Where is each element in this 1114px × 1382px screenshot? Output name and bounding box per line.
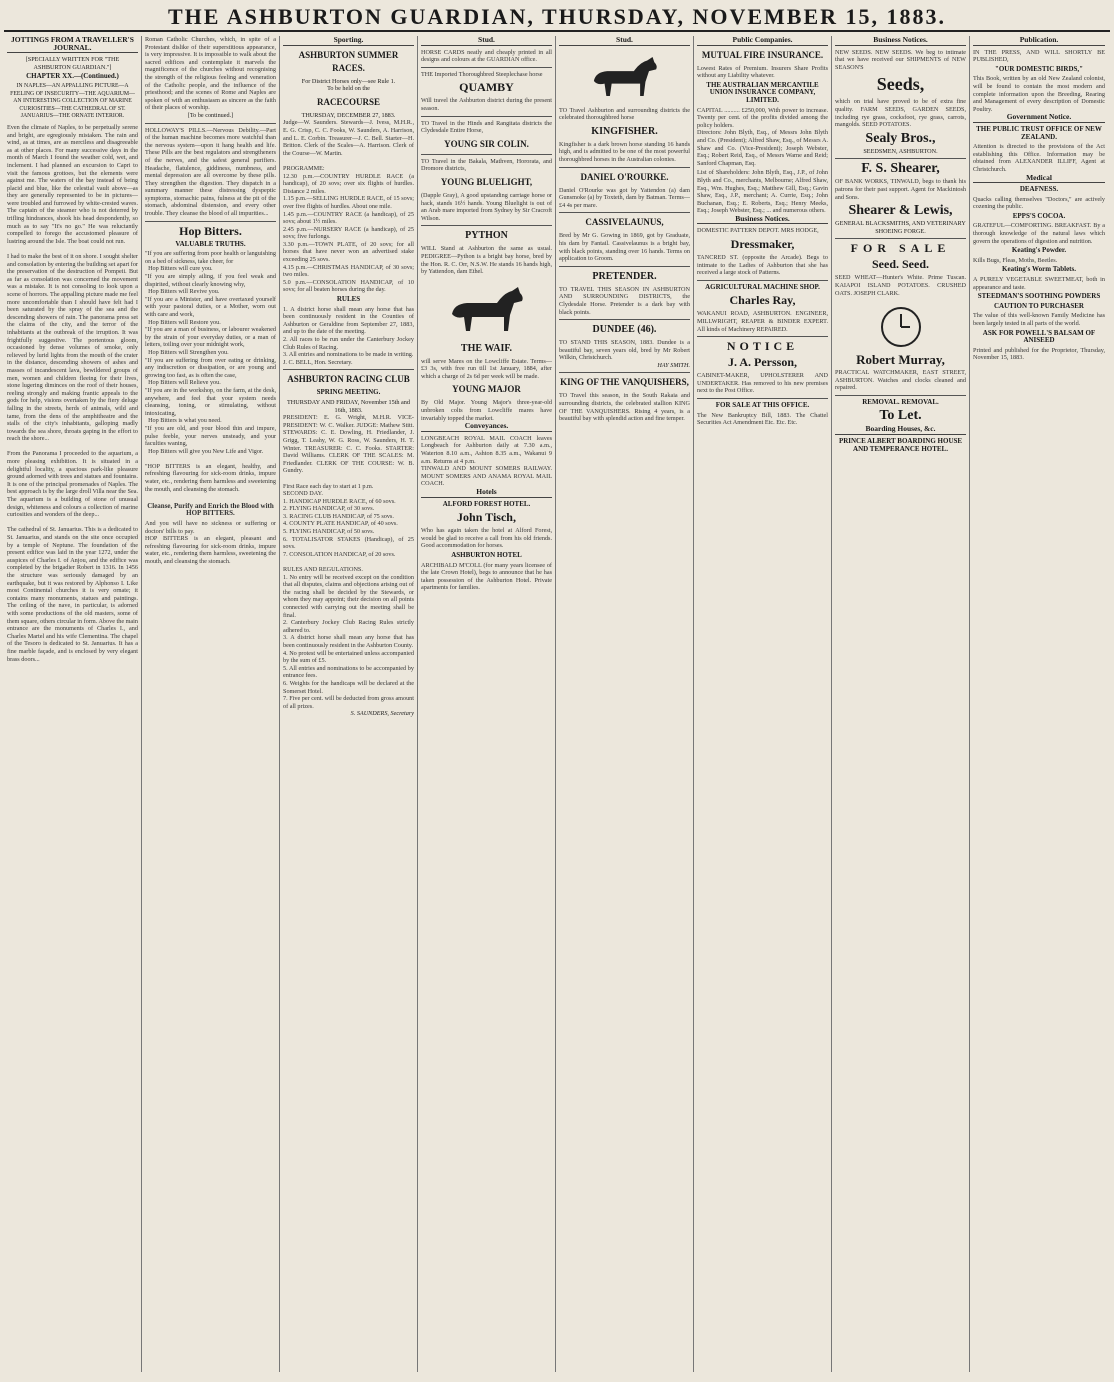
our-domestic-birds: "OUR DOMESTIC BIRDS,": [994, 64, 1084, 73]
sporting-header: Sporting.: [283, 36, 414, 46]
secretary-signature: S. SAUNDERS, Secretary: [350, 710, 414, 718]
business-notices-header-2: Business Notices.: [835, 36, 966, 46]
conveyances-header: Conveyances.: [421, 422, 552, 432]
shearer-lewis: Shearer & Lewis,: [848, 203, 953, 219]
article-title: JOTTINGS FROM A TRAVELLER'S JOURNAL.: [7, 36, 138, 53]
stud-waif: THE WAIF.: [460, 342, 513, 354]
deafness: DEAFNESS.: [1019, 185, 1059, 194]
article-subtitle: [SPECIALLY WRITTEN FOR "THE ASHBURTON GUARDIAN."]: [25, 56, 120, 71]
for-sale-heading-2: FOR SALE: [850, 241, 951, 256]
agricultural-shop: AGRICULTURAL MACHINE SHOP.: [705, 282, 820, 291]
to-let: To Let.: [879, 408, 922, 424]
john-tisch: John Tisch,: [457, 510, 516, 525]
column-6: Public Companies. MUTUAL FIRE INSURANCE. Lowest Rates of Premium. Insurers Share Profits without any Liability whatever. THE AUSTRALIAN MERCANTILE UNION INSURANCE COMPANY, LIMITED. CAPITAL .......... £250,000, With power to increase. Twenty per cent. of the profits divided among the policy holders. Directors: John Blyth, Esq., of Messrs John Blyth and Co. (President); Alfred Shaw, Esq., of Messrs A. Shaw and Co. (Vice-President); Joseph Webster, Esq.; Robert Reid, Esq., of Messrs Warne and Reid; Sanford Chapman, Esq. List of Shareholders: John Blyth, Esq., J.P., of John Blyth and Co., merchants, Melbourne; Alfred Shaw, Esq., Wm. Hughes, Esq.; Matthew Gill, Esq.; Gavin Shaw, Esq., J.P., merchant; A. Currie, Esq.; John Buchanan, Esq.; E. Roberts, Esq.; Henry Meeks, Esq.; Joseph Webster, Esq.; ... and numerous others. Business Notices. DOMESTIC PATTERN DEPOT. MRS HODGE, Dressmaker, TANCRED ST. (opposite the Arcade). Begs to intimate to the Ladies of Ashburton that she has received a large stock of Patterns. AGRICULTURAL MACHINE SHOP. Charles Ray, WAKANUI ROAD, ASHBURTON. ENGINEER, MILLWRIGHT, REAPER & BINDER EXPERT. All kinds of Machinery REPAIRED. NOTICE J. A. Persson, CABINET-MAKER, UPHOLSTERER AND UNDERTAKER. Has removed to his new premises next to the Post Office. FOR SALE AT THIS OFFICE. The New Bankruptcy Bill, 1883. The Chattel Securities Act Amendment Etc. Etc. Etc.: [694, 36, 832, 1372]
stud-dundee: DUNDEE (46).: [592, 324, 657, 336]
hotels-header: Hotels: [421, 488, 552, 498]
stud-pretender: PRETENDER.: [592, 270, 657, 282]
stud-kingfisher: KINGFISHER.: [591, 125, 658, 137]
racecourse-heading: RACECOURSE: [316, 96, 380, 107]
publication-header: Publication.: [973, 36, 1105, 46]
column-2: [142, 36, 280, 1372]
amui-company: THE AUSTRALIAN MERCANTILE UNION INSURANCE COMPANY, LIMITED.: [706, 80, 819, 104]
article-body: Even the climate of Naples, to be perpetually serene and bright, are egregiously mistaken. The rain and wind, as at times, are as merciless and disagreeable as at other places. For many successive days in the month of March I found the weather cold, wet, and inclement. I had planned an excursion to Capri to visit the famous grottoes, but the elements were against me. The waters of the bay instead of being placid and blue, like the celestial vault above—as they are generally represented to be in pictures—were troubled and furrowed by white-crested waves. The captain of the steamer who is not deterred by trifling hindrances, shook his head despondently, so much as to say "It's no go." He was reluctantly compelled to forego the accustomed pleasure of lustring around the Isle. The boat could not run. I had to make the best of it on shore. I sought shelter and consolation by entering the building set apart for the preservation of the destruction of Pompeii. But as far as consolation was concerned the movement was a mistake. It is not consoling to look upon a scene of horrors. The appalling picture made me feel more uncomfortable than I should have felt had I been saturated by the spray of the sea and the descending showers of rain. The panorama press set the claims of the city, and the terror of the inhabitants at the outbreak of the irruption. It was frightfully suggestive. The portentous gloom, occasioned by dense volumes of smoke, only relieved by lurid lights from the mouth of the crater in the distance, descending showers of ashes and masses of incandescent lava, bewildered groups of men, women and children fleeing for their lives, stone lugering diminces on the roof of their houses, reeling strongly and making frantic appeals to the gods for help, visions overtaken by the fiery deluge falling in the streets, herds of animals, wild and tame, from the dens of the amphitheatre and the stalls of the city's inhabitants, galloping madly towards the sea shore, throats gaping in the effort to reach the shore... From the Panorama I proceeded to the aquarium, a more pleasing exhibition. It is situated in a delightful locality, a spacious park-like pleasure ground adorned with trees and statues and fountains. It is one of the principal promenades of Naples. The best approach is by the large droll Villa near the Sea. The aquarium is a building of stone of unusual design, whiteness and colours a collection of marine curiosities and wonders of the deep... The cathedral of St. Januarius. This is a dedicated to St. Januarius, and stands on the site once occupied by a temple of Neptune. The foundation of the present edifice was laid in the year 1272, under the auspices of Charles I. of Anjou, and the edifice was completed by the brigadier Robert in 1316. In 1456 the structure was seriously damaged by an earthquake, but it was restored by Alphonso I. Like most Continental churches it is very ornate; it contains many monuments, statues and paintings. The ceiling of the nave, in particular, is adorned with some productions of the old masters, some of them square, others circular in form. Above the main entrance are the monuments of Charles I., and Charles Martel and his wife Clementina. The chapel of the Tesoro is dedicated to St. Januarius. It has a fine marble façade, and is enclosed by very elegant brass doors...: [7, 123, 138, 663]
removal-heading: REMOVAL. REMOVAL.: [862, 397, 939, 406]
caution: CAUTION TO PURCHASER: [994, 301, 1084, 310]
powells-balsam: ASK FOR POWELL'S BALSAM OF ANISEED: [982, 328, 1096, 345]
continued-note: [To be continued.]: [187, 111, 234, 119]
column-5: Stud. TO Travel Ashburton and surrounding districts the celebrated thoroughbred horse KINGFISHER. Kingfisher is a dark brown horse standing 16 hands high, and is admitted to be one of the most powerful thoroughbred horses in the Australian colonies. DANIEL O'ROURKE. Daniel O'Rourke was got by Yattendon (a) dam Gunsmoke (a) by Toxteth, dam by Batman. Terms—£4 4s per mare. CASSIVELAUNUS, Bred by Mr G. Gowing in 1869, got by Graduate, his dam by Fantail. Cassivelaunus is a bright bay, with black points, standing over 16 hands. Terms on application to Groom. PRETENDER. TO TRAVEL THIS SEASON IN ASHBURTON AND SURROUNDING DISTRICTS, the Clydesdale Horse. Pretender is a dark bay with black points. DUNDEE (46). TO STAND THIS SEASON, 1883. Dundee is a beautiful bay, seven years old, bred by Mr Robert Wilkin, Christchurch. HAY SMITH. KING OF THE VANQUISHERS, TO Travel this season, in the South Rakaia and surrounding districts, the celebrated stallion KING OF THE VANQUISHERS. Rising 4 years, is a beautiful bay with splendid action and fine temper.: [556, 36, 694, 1372]
masthead: THE ASHBURTON GUARDIAN, THURSDAY, NOVEMBER 15, 1883.: [4, 4, 1110, 32]
column-1: [4, 36, 142, 1372]
alford-forest-hotel: ALFORD FOREST HOTEL.: [442, 499, 531, 508]
sealy-bros: Sealy Bros.,: [865, 130, 936, 146]
public-companies-header: Public Companies.: [697, 36, 828, 46]
stud-cassivelaunus: CASSIVELAUNUS,: [585, 217, 664, 228]
keatings-powder: Keating's Powder.: [1011, 246, 1067, 255]
owner-signature: HAY SMITH.: [657, 361, 690, 369]
hop-bitters-body: "If you are suffering from poor health or languishing on a bed of sickness, take cheer, for Hop Bitters will cure you. "If you are simply ailing, if you feel weak and dispirited, without clearly knowing why, Hop Bitters will Revive you. "If you are a Minister, and have overtaxed yourself with your pastoral duties, or a Mother, worn out with care and work, Hop Bitters will Restore you. "If you are a man of business, or labourer weakened by the strain of your everyday duties, or a man of letters, toiling over your midnight work, Hop Bitters will Strengthen you. "If you are suffering from over eating or drinking, any indiscretion or dissipation, or are young and growing too fast, as is often the case, Hop Bitters will Relieve you. "If you are in the workshop, on the farm, at the desk, anywhere, and feel that your system needs cleansing, toning, or stimulating, without intoxicating, Hop Bitters is what you need. "If you are old, and your blood thin and impure, pulse feeble, your nerves unsteady, and your faculties waning, Hop Bitters will give you New Life and Vigor. "HOP BITTERS is an elegant, healthy, and refreshing flavouring for sick-room drinks, impure water, etc., rendering them harmless and sweetening the mouth, and cleansing the stomach. Cleanse, Purify and Enrich the Blood with HOP BITTERS. And you will have no sickness or suffering or doctors' bills to pay. HOP BITTERS is an elegant, pleasant and refreshing flavouring for sick-room drinks, impure water, etc., rendering them harmless, sweetening the mouth, and cleansing the stomach.: [145, 250, 276, 565]
business-notices-header: Business Notices.: [697, 215, 828, 225]
stud-header-2: Stud.: [559, 36, 690, 46]
horse-illustration-2: [585, 49, 665, 104]
stud-young-bluelight: YOUNG BLUELIGHT,: [440, 176, 533, 187]
newspaper-page: [4, 4, 1110, 1374]
notice-heading: NOTICE: [726, 339, 799, 354]
column-8: Publication. IN THE PRESS, AND WILL SHORTLY BE PUBLISHED, "OUR DOMESTIC BIRDS," This Book, written by an old New Zealand colonist, will be found to contain the most modern and complete information upon the Breeding, Rearing and Management of every description of Domestic Poultry. Government Notice. THE PUBLIC TRUST OFFICE OF NEW ZEALAND. Attention is directed to the provisions of the Act establishing this Office. Information may be obtained from ALEXANDER ILLIFF, Agent at Christchurch. Medical DEAFNESS. Quacks calling themselves "Doctors," are actively cozening the public. EPPS'S COCOA. GRATEFUL—COMFORTING. BREAKFAST. By a thorough knowledge of the natural laws which govern the operations of digestion and nutrition. Keating's Powder. Kills Bugs, Fleas, Moths, Beetles. Keating's Worm Tablets. A PURELY VEGETABLE SWEETMEAT, both in appearance and taste. STEEDMAN'S SOOTHING POWDERS CAUTION TO PURCHASER The value of this well-known Family Medicine has been largely tested in all parts of the world. ASK FOR POWELL'S BALSAM OF ANISEED Printed and published for the Proprietor, Thursday, November 15, 1883.: [973, 36, 1105, 362]
column-3: Sporting. ASHBURTON SUMMER RACES. For District Horses only—see Rule 1. To be held on the RACECOURSE THURSDAY, DECEMBER 27, 1883. Judge—W. Saunders. Stewards—J. Ivess, M.H.R., E. G. Crisp, C. C. Fooks, W. Saunders, A. Harrison, and L. E. Corbin. Treasurer—J. C. Bell. Starter—H. Britton. Clerk of the Scales—A. Harrison. Clerk of the Course—W. Martin. PROGRAMME: 12.30 p.m.—COUNTRY HURDLE RACE (a handicap), of 20 sovs; over six flights of hurdles. Distance 2 miles. 1.15 p.m.—SELLING HURDLE RACE, of 15 sovs; over five flights of hurdles. About one mile. 1.45 p.m.—COUNTRY RACE (a handicap), of 25 sovs; about 1½ miles. 2.45 p.m.—NURSERY RACE (a handicap), of 25 sovs; five furlongs. 3.30 p.m.—TOWN PLATE, of 20 sovs; for all horses that have never won an advertised stake exceeding 25 sovs. 4.15 p.m.—CHRISTMAS HANDICAP, of 30 sovs; two miles. 5.0 p.m.—CONSOLATION HANDICAP, of 10 sovs; for all beaten horses during the day. RULES 1. A district horse shall mean any horse that has been continuously resident in the Counties of Ashburton or Geraldine from September 27, 1883, and up to the date of the meeting. 2. All races to be run under the Canterbury Jockey Club Rules of Racing. 3. All entries and nominations to be made in writing. J. C. BELL, Hon. Secretary. ASHBURTON RACING CLUB SPRING MEETING. THURSDAY AND FRIDAY, November 15th and 16th, 1883. PRESIDENT: E. G. Wright, M.H.R. VICE-PRESIDENT: W. C. Walker. JUDGE: Mathew Stitt. STEWARDS: C. E. Dowling, H. Friedlander, J. Grigg, T. Leahy, W. G. Ross, W. Saunders, H. T. Winter. TREASURER: C. C. Fooks. STARTER: David Williams. CLERK OF THE SCALES: M. Friedlander. CLERK OF THE COURSE: W. B. Gundry. First Race each day to start at 1 p.m. SECOND DAY. 1. HANDICAP HURDLE RACE, of 60 sovs. 2. FLYING HANDICAP, of 30 sovs. 3. RACING CLUB HANDICAP, of 75 sovs. 4. COUNTY PLATE HANDICAP, of 40 sovs. 5. FLYING HANDICAP, of 50 sovs. 6. TOTALISATOR STAKES (Handicap), of 25 sovs. 7. CONSOLATION HANDICAP, of 20 sovs. RULES AND REGULATIONS. 1. No entry will be received except on the condition that all disputes, claims and objections arising out of the racing shall be decided by the Stewards, or whom they may appoint; their decision on all points connected with carrying out the meeting shall be final. 2. Canterbury Jockey Club Racing Rules strictly adhered to. 3. A district horse shall mean any horse that has been continuously resident in the Ashburton County. 4. No protest will be entertained unless accompanied by the sum of £5. 5. All entries and nominations to be accompanied by entrance fees. 6. Weights for the handicaps will be declared at the Somerset Hotel. 7. Five per cent. will be deducted from gross amount of all prizes. S. SAUNDERS, Secretary: [280, 36, 418, 1372]
holloway-ad: HOLLOWAY'S PILLS.—Nervous Debility.—Part of the human machine becomes more watchful than the nervous system—upon it hang health and life. These Pills are the best regulators and strengtheners of the nerves, and the safest general purifiers. Headache, flatulence, giddiness, numbness, and mental depression are all overcome by these pills. They strengthen the digestion. They dispatch in a summary manner these distressing dyspeptic symptoms, stomachic pains, fulness at the pit of the stomach, abdominal distension, and every other trouble. They cleanse the blood of all impurities...: [145, 126, 276, 218]
column-4: Stud. HORSE CARDS neatly and cheaply printed in all designs and colours at the GUARDIAN office. THE Imported Thoroughbred Steeplechase horse QUAMBY Will travel the Ashburton district during the present season. TO Travel in the Hinds and Rangitata districts the Clydesdale Entire Horse, YOUNG SIR COLIN. TO Travel in the Bakala, Mathven, Hororata, and Dromore districts, YOUNG BLUELIGHT, (Dapple Gray), A good upstanding carriage horse or hack, stands 16½ hands. Young Bluelight is out of an Arab mare imported from Sydney by Sir Cracroft Wilson. PYTHON WILL Stand at Ashburton the same as usual. PEDIGREE—Python is a bright bay horse, bred by the Hon. R. C. Orr, N.S.W. He stands 16 hands high, by Yattendon, dam Ethel. THE WAIF. will serve Mares on the Lowcliffe Estate. Terms—£3 3s, with free run till 1st January, 1884, after which a charge of 2s 6d per week will be made. YOUNG MAJOR By Old Major. Young Major's three-year-old unbroken colts from Lowcliffe mares have invariably topped the market. Conveyances. LONGBEACH ROYAL MAIL COACH leaves Longbeach for Ashburton daily at 7.30 a.m., Waterton 8.10 a.m., Ashton 8.35 a.m., Wakanui 9 a.m. Returns at 4 p.m. TINWALD AND MOUNT SOMERS RAILWAY. MOUNT SOMERS AND ANAMA ROYAL MAIL COACH. Hotels ALFORD FOREST HOTEL. John Tisch, Who has again taken the hotel at Alford Forest, would be glad to receive a call from his old friends. Good accommodation for horses. ASHBURTON HOTEL ARCHIBALD M'COLL (for many years licensee of the late Crown Hotel), begs to announce that he has taken possession of the Ashburton Hotel. Private apartments for families.: [418, 36, 556, 1372]
chapter-heading: CHAPTER XX.—(Continued.): [26, 72, 119, 81]
stud-daniel-orourke: DANIEL O'ROURKE.: [580, 171, 669, 182]
public-trust: THE PUBLIC TRUST OFFICE OF NEW ZEALAND.: [976, 124, 1102, 141]
robert-murray: Robert Murray,: [856, 352, 945, 368]
stud-python: PYTHON: [465, 230, 508, 242]
prince-albert: PRINCE ALBERT BOARDING HOUSE AND TEMPERANCE HOTEL.: [838, 437, 963, 453]
dressmaker: Dressmaker,: [730, 237, 795, 252]
fs-shearer: F. S. Shearer,: [861, 161, 940, 177]
clock-illustration: [876, 300, 926, 350]
hop-bitters-subheading: VALUABLE TRUTHS.: [175, 239, 246, 248]
for-sale-heading: FOR SALE AT THIS OFFICE.: [715, 401, 810, 409]
stud-header: Stud.: [421, 36, 552, 46]
race-programme: Judge—W. Saunders. Stewards—J. Ivess, M.H.R., E. G. Crisp, C. C. Fooks, W. Saunders, A. Harrison, and L. E. Corbin. Treasurer—J. C. Bell. Starter—H. Britton. Clerk of the Scales—A. Harrison. Clerk of the Course—W. Martin. PROGRAMME: 12.30 p.m.—COUNTRY HURDLE RACE (a handicap), of 20 sovs; over six flights of hurdles. Distance 2 miles. 1.15 p.m.—SELLING HURDLE RACE, of 15 sovs; over five flights of hurdles. About one mile. 1.45 p.m.—COUNTRY RACE (a handicap), of 25 sovs; about 1½ miles. 2.45 p.m.—NURSERY RACE (a handicap), of 25 sovs; five furlongs. 3.30 p.m.—TOWN PLATE, of 20 sovs; for all horses that have never won an advertised stake exceeding 25 sovs. 4.15 p.m.—CHRISTMAS HANDICAP, of 30 sovs; two miles. 5.0 p.m.—CONSOLATION HANDICAP, of 10 sovs; for all beaten horses during the day.: [283, 119, 414, 294]
article-continuation: Roman Catholic Churches, which, in spite of a Protestant dislike of their superstitious appearance, is very impressive. It is impossible to walk about the sacred edifices and contemplate it marvels the magnificence of the churches without recognising the strength of the religious feeling and veneration of the Catholic people, and the influence of the priesthood; and the scenes of Rome and Naples are spoken of with an enthusiasm as sincere as the faith of their places of worship.: [145, 36, 276, 112]
hop-bitters-heading: Hop Bitters.: [179, 223, 242, 238]
keatings-worm: Keating's Worm Tablets.: [1002, 265, 1076, 274]
mutual-fire: MUTUAL FIRE INSURANCE.: [701, 49, 824, 60]
racing-club-title: ASHBURTON RACING CLUB: [287, 374, 410, 385]
race-date: THURSDAY, DECEMBER 27, 1883.: [301, 111, 396, 119]
ja-persson: J. A. Persson,: [728, 355, 797, 370]
epps-cocoa: EPPS'S COCOA.: [1012, 211, 1066, 220]
steedmans: STEEDMAN'S SOOTHING POWDERS: [977, 292, 1101, 301]
stud-quamby: QUAMBY: [459, 80, 514, 95]
stud-young-sir-colin: YOUNG SIR COLIN.: [444, 138, 529, 149]
medical-header: Medical: [973, 174, 1105, 184]
spring-meeting: SPRING MEETING.: [316, 388, 381, 397]
columns: [4, 36, 1110, 1372]
ashburton-hotel: ASHBURTON HOTEL: [451, 550, 522, 559]
stud-king-of-vanquishers: KING OF THE VANQUISHERS,: [560, 377, 689, 388]
boarding-header: Boarding Houses, &c.: [835, 425, 966, 435]
summer-races-title: ASHBURTON SUMMER RACES.: [298, 49, 399, 73]
column-7: Business Notices. NEW SEEDS. NEW SEEDS. We beg to intimate that we have received our SHIPMENTS of NEW SEASON'S Seeds, which on trial have proved to be of extra fine quality. FARM SEEDS, GARDEN SEEDS, including rye grass, cocksfoot, rye grass, carrots, mangolds. SEED POTATOES. Sealy Bros., SEEDSMEN, ASHBURTON. F. S. Shearer, OF BANK WORKS, TINWALD, begs to thank his patrons for their past support. Agent for Mackintosh and Sons. Shearer & Lewis, GENERAL BLACKSMITHS, AND VETERINARY SHOEING FORGE. FOR SALE Seed. Seed. SEED WHEAT—Hunter's White. Prime Tuscan. KAIAPOI ISLAND POTATOES. CRUSHED OATS. JOSEPH CLARK. Robert Murray, PRACTICAL WATCHMAKER, EAST STREET, ASHBURTON. Watches and clocks cleaned and repaired. REMOVAL. REMOVAL. To Let. Boarding Houses, &c. PRINCE ALBERT BOARDING HOUSE AND TEMPERANCE HOTEL.: [832, 36, 970, 1372]
chapter-summary: IN NAPLES—AN APPALLING PICTURE—A FEELING OF INSECURITY—THE AQUARIUM—AN INTERESTING COLLECTION OF MARINE CURIOSITIES—THE CATHEDRAL OF ST. JANUARIUS—THE ORNATE INTERIOR.: [10, 82, 135, 120]
stud-young-major: YOUNG MAJOR: [452, 384, 521, 395]
charles-ray: Charles Ray,: [729, 293, 796, 308]
government-notice: Government Notice.: [973, 113, 1105, 123]
seed-seed: Seed. Seed.: [872, 257, 929, 272]
seeds-heading: Seeds,: [876, 74, 925, 95]
meeting-date: THURSDAY AND FRIDAY, November 15th and 16th, 1883.: [287, 398, 410, 414]
horse-illustration: [442, 279, 532, 339]
